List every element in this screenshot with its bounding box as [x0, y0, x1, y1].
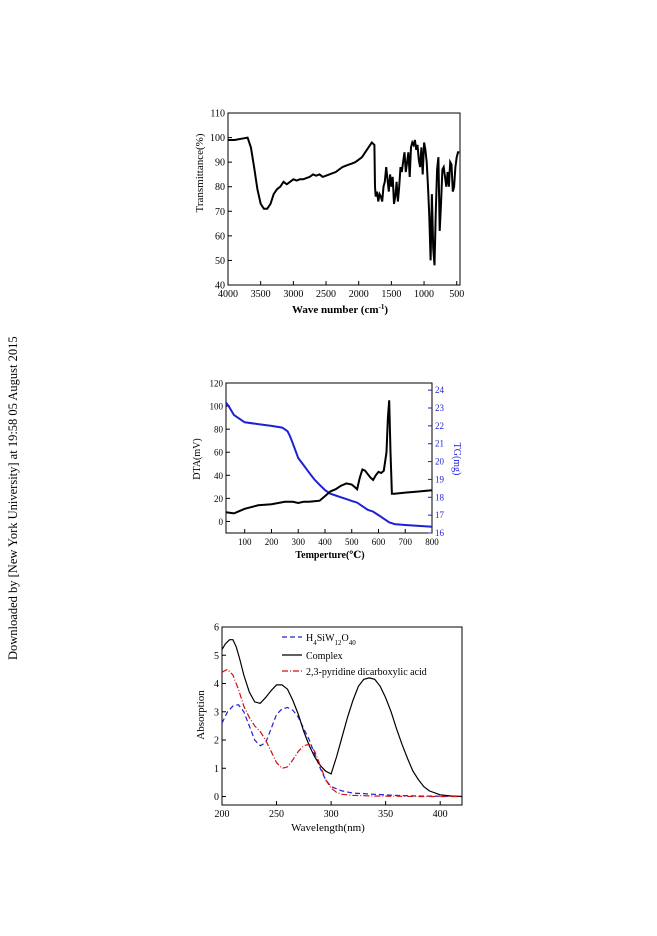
tg-y-tick-label: 16	[435, 528, 444, 538]
uv-y-tick-label: 4	[214, 679, 219, 691]
ir-x-tick-label: 2000	[348, 289, 369, 300]
tg-y-tick-label: 24	[435, 385, 444, 396]
uv-y-tick-label: 1	[214, 763, 219, 775]
tg-line	[226, 403, 432, 527]
uv-pyridine-line	[222, 669, 462, 796]
uv-absorption-chart	[190, 622, 470, 845]
dta-x-tick-label: 600	[371, 537, 386, 547]
dta-plot-frame	[226, 383, 432, 533]
tg-y-tick-label: 20	[435, 456, 444, 467]
uv-x-tick-label: 300	[323, 809, 339, 820]
download-notice-text: Downloaded by [New York University] at 19:58 05 August 2015	[6, 336, 20, 660]
dta-x-tick-label: 100	[237, 537, 252, 547]
uv-legend	[282, 633, 427, 678]
ir-y-tick-label: 80	[215, 182, 225, 194]
ir-spectrum-chart	[190, 105, 470, 335]
uv-x-tick-label: 250	[269, 809, 285, 820]
tg-y-tick-label: 23	[435, 403, 444, 413]
uv-y-tick-label: 0	[214, 792, 219, 804]
dta-line	[226, 400, 432, 513]
dta-x-tick-label: 700	[398, 537, 412, 547]
download-notice	[4, 20, 22, 920]
dta-y-tick-label: 60	[214, 447, 223, 458]
dta-x-tick-label: 500	[344, 537, 359, 547]
tg-y-tick-label: 17	[435, 510, 444, 521]
uv-absorption-svg	[190, 622, 470, 840]
dta-x-axis-label: Temperture(℃)	[295, 550, 365, 561]
uv-x-axis-label: Wavelength(nm)	[291, 822, 365, 834]
ir-y-tick-label: 110	[210, 108, 225, 120]
uv-h4siw12o40-line	[222, 705, 462, 797]
uv-y-axis-label: Absorption	[195, 690, 207, 740]
dta-tg-svg	[190, 375, 460, 570]
ir-y-tick-label: 60	[215, 231, 225, 243]
ir-x-tick-label: 3500	[250, 289, 271, 300]
ir-y-tick-label: 90	[215, 157, 225, 169]
dta-y-tick-label: 20	[214, 493, 223, 504]
tg-y-axis-label: TG(mg)	[451, 442, 462, 476]
ir-y-axis-label: Transmittance(%)	[194, 133, 206, 213]
dta-y-tick-label: 120	[209, 378, 223, 389]
ir-y-tick-label: 50	[215, 255, 225, 267]
legend-label-pyridine: 2,3-pyridine dicarboxylic acid	[306, 667, 427, 678]
tg-y-tick-label: 19	[435, 474, 444, 485]
dta-y-tick-label: 0	[218, 516, 223, 527]
ir-x-axis-label: Wave number $(cm^{-1})$	[291, 303, 389, 316]
uv-y-tick-label: 3	[214, 707, 219, 719]
uv-y-tick-label: 6	[214, 622, 219, 634]
dta-y-tick-label: 100	[209, 401, 223, 412]
ir-y-tick-label: 40	[215, 280, 225, 292]
tg-y-tick-label: 21	[435, 438, 444, 449]
tg-y-tick-label: 18	[435, 492, 444, 503]
ir-y-tick-label: 70	[215, 206, 225, 218]
dta-x-tick-label: 200	[264, 537, 279, 547]
dta-y-axis-label: DTA(mV)	[192, 438, 203, 480]
legend-label-complex: Complex	[306, 651, 343, 662]
ir-x-tick-label: 4000	[218, 289, 238, 300]
uv-x-tick-label: 200	[214, 809, 230, 820]
tg-y-tick-label: 22	[435, 420, 444, 431]
ir-spectrum-svg	[190, 105, 470, 330]
dta-tg-chart	[190, 375, 460, 575]
dta-x-tick-label: 800	[425, 537, 439, 547]
ir-x-tick-label: 1000	[414, 289, 435, 300]
ir-x-tick-label: 1500	[381, 289, 402, 300]
dta-y-tick-label: 80	[214, 424, 223, 435]
dta-x-tick-label: 400	[318, 537, 332, 547]
uv-y-tick-label: 2	[214, 735, 219, 747]
uv-x-tick-label: 350	[378, 809, 394, 820]
uv-y-tick-label: 5	[214, 650, 219, 662]
dta-y-tick-label: 40	[214, 470, 223, 481]
ir-x-tick-label: 3000	[283, 289, 304, 300]
legend-label-h4: $H_4SiW_{12}O_{40}$	[306, 633, 356, 647]
ir-x-tick-label: 500	[449, 289, 465, 300]
ir-y-tick-label: 100	[210, 133, 225, 145]
ir-transmittance-line	[228, 138, 459, 266]
ir-plot-frame	[228, 113, 460, 285]
uv-complex-line	[222, 640, 462, 797]
ir-x-tick-label: 2500	[316, 289, 337, 300]
uv-x-tick-label: 400	[432, 809, 448, 820]
dta-x-tick-label: 300	[291, 537, 305, 547]
